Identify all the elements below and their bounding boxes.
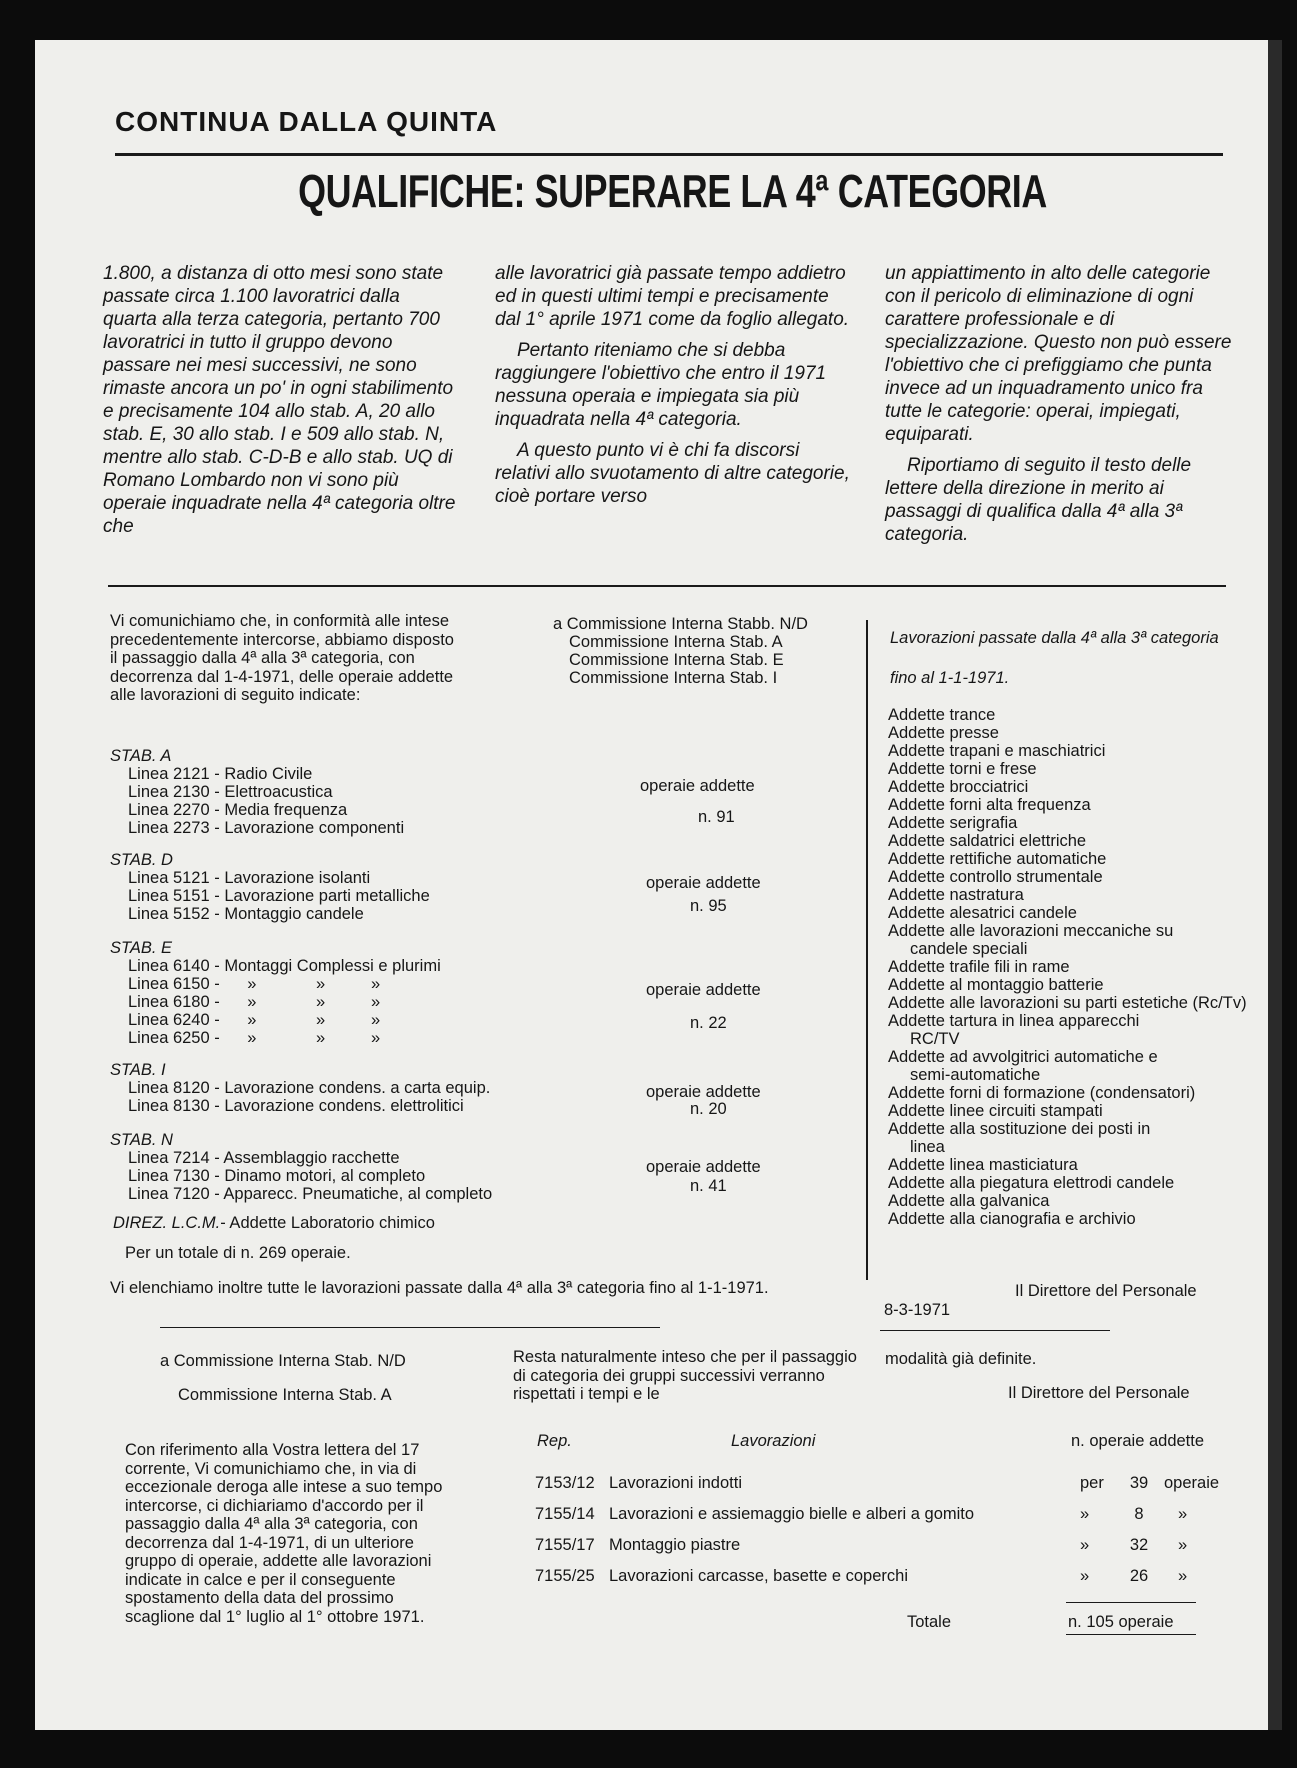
num-cell: 39: [1129, 1474, 1149, 1492]
table-row: [535, 1468, 1225, 1499]
addette-item: Addette rettifiche automatiche: [888, 850, 1107, 868]
direz-line: [113, 1214, 435, 1232]
total-rule: [1066, 1602, 1196, 1603]
linea-item: Linea 5152 - Montaggio candele: [128, 905, 364, 923]
linea-item: Linea 6250 - » » »: [128, 1029, 381, 1047]
stab-d-label: operaie addette: [646, 874, 761, 892]
letter-1-recipients: [553, 615, 808, 687]
lav-cell: Lavorazioni indotti: [609, 1474, 742, 1492]
letter-2-signature: Il Direttore del Personale: [1008, 1384, 1190, 1402]
article-col-2: [495, 262, 850, 508]
total-value: n. 105 operaie: [1068, 1613, 1174, 1631]
addette-item: Addette alla cianografia e archivio: [888, 1210, 1136, 1228]
letter-2-note-text: Resta naturalmente inteso che per il passaggio di categoria dei gruppi successivi verranno rispettati i tempi e le: [513, 1348, 857, 1403]
table-row: [535, 1561, 1225, 1592]
post-cell: »: [1178, 1536, 1188, 1554]
addette-item: semi-automatiche: [910, 1066, 1041, 1084]
linea-item: Linea 5121 - Lavorazione isolanti: [128, 869, 371, 887]
lav-cell: Montaggio piastre: [609, 1536, 741, 1554]
letter-2-note-end: modalità già definite.: [885, 1350, 1037, 1368]
lav-cell: Lavorazioni carcasse, basette e coperchi: [609, 1567, 908, 1585]
column-rule: [866, 620, 868, 1280]
stab-i-count: n. 20: [690, 1100, 727, 1118]
stab-i-block: [110, 1061, 490, 1115]
direz-label: DIREZ. L.C.M.: [113, 1214, 221, 1232]
addette-title: [890, 618, 1235, 698]
letter-1-signature: Il Direttore del Personale: [1015, 1282, 1197, 1300]
article-col-1: [103, 262, 458, 538]
separator-rule: [880, 1330, 1110, 1331]
linea-item: Linea 8130 - Lavorazione condens. elettrolitici: [128, 1097, 464, 1115]
total-label: Totale: [907, 1613, 952, 1631]
kicker: CONTINUA DALLA QUINTA: [115, 106, 498, 137]
linea-item: Linea 2270 - Media frequenza: [128, 801, 348, 819]
addette-item: Addette linea masticiatura: [888, 1156, 1078, 1174]
linea-item: Linea 7120 - Apparecc. Pneumatiche, al completo: [128, 1185, 493, 1203]
addette-item: Addette controllo strumentale: [888, 868, 1103, 886]
letter-2-note: [513, 1348, 858, 1404]
total-rule: [1066, 1634, 1196, 1635]
recipient: a Commissione Interna Stab. N/D: [160, 1352, 406, 1370]
separator-rule: [160, 1327, 660, 1328]
stab-d-count: n. 95: [690, 897, 727, 915]
addette-item: Addette nastratura: [888, 886, 1024, 904]
linea-item: Linea 6240 - » » »: [128, 1011, 381, 1029]
addette-item: Addette tartura in linea apparecchi: [888, 1012, 1140, 1030]
article-col-2-p3: A questo punto vi è chi fa discorsi relativi allo svuotamento di altre categorie, cioè portare verso: [495, 440, 850, 507]
stab-e-block: [110, 939, 441, 1047]
stab-n-block: [110, 1131, 492, 1203]
recipient: Commissione Interna Stab. A: [569, 633, 783, 651]
addette-list: [888, 706, 1247, 1228]
addette-item: Addette alle lavorazioni su parti estetiche (Rc/Tv): [888, 994, 1247, 1012]
addette-item: Addette alle lavorazioni meccaniche su: [888, 922, 1174, 940]
addette-item: Addette alla galvanica: [888, 1192, 1050, 1210]
recipient: Commissione Interna Stab. A: [178, 1386, 392, 1404]
linea-item: Linea 6150 - » » »: [128, 975, 381, 993]
addette-item: Addette ad avvolgitrici automatiche e: [888, 1048, 1158, 1066]
post-cell: operaie: [1164, 1474, 1220, 1492]
article-col-3: [885, 262, 1240, 546]
addette-item: Addette brocciatrici: [888, 778, 1029, 796]
table-header-rep: Rep.: [537, 1432, 572, 1450]
linea-item: Linea 6180 - » » »: [128, 993, 381, 1011]
recipient: Commissione Interna Stab. E: [569, 651, 784, 669]
addette-item: linea: [910, 1138, 945, 1156]
stab-a-label: operaie addette: [640, 777, 755, 795]
stab-n-count: n. 41: [690, 1177, 727, 1195]
direz-text: - Addette Laboratorio chimico: [220, 1214, 435, 1232]
linea-item: Linea 2121 - Radio Civile: [128, 765, 313, 783]
rep-cell: 7155/17: [535, 1536, 595, 1554]
post-cell: »: [1178, 1567, 1188, 1585]
pre-cell: »: [1080, 1567, 1090, 1585]
letter-1-closing-text: Vi elenchiamo inoltre tutte le lavorazioni passate dalla 4ª alla 3ª categoria fino al 1-1-1971.: [110, 1279, 769, 1297]
linea-item: Linea 5151 - Lavorazione parti metalliche: [128, 887, 430, 905]
table-row: [535, 1530, 1225, 1561]
addette-item: Addette alla sostituzione dei posti in: [888, 1120, 1151, 1138]
letter-2-body: [125, 1441, 460, 1626]
linea-item: Linea 7214 - Assemblaggio racchette: [128, 1149, 400, 1167]
linea-item: Linea 2130 - Elettroacustica: [128, 783, 333, 801]
addette-item: Addette alla piegatura elettrodi candele: [888, 1174, 1175, 1192]
recipient: Commissione Interna Stab. I: [569, 669, 778, 687]
stab-title: STAB. A: [110, 747, 172, 765]
letter-2-recipients: [160, 1344, 406, 1412]
num-cell: 8: [1134, 1505, 1144, 1523]
article-col-3-p1: un appiattimento in alto delle categorie con il pericolo di eliminazione di ogni carattere professionale e di specializzazione. Questo non può essere l'obiettivo che ci prefiggiamo che punta invece ad un inquadramento unico fra tutte le categorie: operai, impiegati, equiparati.: [885, 263, 1232, 445]
addette-item: Addette trapani e maschiatrici: [888, 742, 1106, 760]
stab-e-label: operaie addette: [646, 981, 761, 999]
addette-item: Addette linee circuiti stampati: [888, 1102, 1103, 1120]
addette-item: Addette trance: [888, 706, 996, 724]
addette-item: Addette trafile fili in rame: [888, 958, 1070, 976]
letter-2-body-text: Con riferimento alla Vostra lettera del 17 corrente, Vi comunichiamo che, in via di eccezionale deroga alle intese a suo tempo intercorse, ci dichiariamo d'accordo per il passaggio dalla 4ª alla 3ª categoria, con decorrenza dal 1-4-1971, di un ulteriore gruppo di operaie, addette alle lavorazioni indicate in calce e per il conseguente spostamento della data del prossimo scaglione dal 1° luglio al 1° ottobre 1971.: [125, 1441, 443, 1626]
addette-item: Addette forni di formazione (condensatori): [888, 1084, 1196, 1102]
rep-cell: 7155/14: [535, 1505, 595, 1523]
letter-1-intro: [110, 612, 460, 705]
page-edge: [1268, 40, 1282, 1730]
stab-title: STAB. D: [110, 851, 173, 869]
rep-cell: 7153/12: [535, 1474, 595, 1492]
rep-cell: 7155/25: [535, 1567, 595, 1585]
stab-d-block: [110, 851, 430, 923]
stab-i-label: operaie addette: [646, 1083, 761, 1101]
recipient: a Commissione Interna Stabb. N/D: [553, 615, 808, 633]
table-header-lavorazioni: Lavorazioni: [731, 1432, 816, 1450]
addette-item: Addette torni e frese: [888, 760, 1037, 778]
addette-title-text: Lavorazioni passate dalla 4ª alla 3ª categoria fino al 1-1-1971.: [890, 629, 1219, 687]
table-row: [535, 1499, 1225, 1530]
pre-cell: »: [1080, 1505, 1090, 1523]
article-col-2-p2: Pertanto riteniamo che si debba raggiungere l'obiettivo che entro il 1971 nessuna operaia e impiegata sia più inquadrata nella 4ª categoria.: [495, 340, 827, 430]
letter-1-date: 8-3-1971: [884, 1301, 951, 1319]
addette-item: Addette al montaggio batterie: [888, 976, 1104, 994]
addette-item: Addette serigrafia: [888, 814, 1018, 832]
addette-item: RC/TV: [910, 1030, 960, 1048]
kicker-rule: [115, 153, 1223, 156]
stab-a-block: [110, 747, 404, 837]
addette-item: Addette presse: [888, 724, 999, 742]
linea-item: Linea 7130 - Dinamo motori, al completo: [128, 1167, 426, 1185]
num-cell: 32: [1129, 1536, 1149, 1554]
article-col-1-text: 1.800, a distanza di otto mesi sono state passate circa 1.100 lavoratrici dalla quarta alla terza categoria, pertanto 700 lavoratrici in tutto il gruppo devono passare nei mesi successivi, ne sono rimaste ancora un po' in ogni stabilimento e precisamente 104 allo stab. A, 20 allo stab. E, 30 allo stab. I e 509 allo stab. N, mentre allo stab. C-D-B e allo stab. UQ di Romano Lombardo non vi sono più operaie inquadrate nella 4ª categoria oltre che: [103, 263, 456, 537]
table-header-count: n. operaie addette: [1071, 1432, 1205, 1450]
letter-1-total: Per un totale di n. 269 operaie.: [125, 1244, 351, 1262]
article-col-3-p2: Riportiamo di seguito il testo delle lettere della direzione in merito ai passaggi di qualifica dalla 4ª alla 3ª categoria.: [885, 455, 1192, 545]
post-cell: »: [1178, 1505, 1188, 1523]
headline: QUALIFICHE: SUPERARE LA 4ª CATEGORIA: [298, 165, 1047, 217]
linea-item: Linea 6140 - Montaggi Complessi e plurimi: [128, 957, 441, 975]
addette-item: Addette alesatrici candele: [888, 904, 1077, 922]
letter-1-closing: [110, 1279, 980, 1298]
letter-1-intro-text: Vi comunichiamo che, in conformità alle intese precedentemente intercorse, abbiamo disposto il passaggio dalla 4ª alla 3ª categoria, con decorrenza dal 1-4-1971, delle operaie addette alle lavorazioni di seguito indicate:: [110, 612, 454, 704]
pre-cell: per: [1080, 1474, 1104, 1492]
addette-item: candele speciali: [910, 940, 1028, 958]
stab-e-count: n. 22: [690, 1014, 727, 1032]
lav-cell: Lavorazioni e assiemaggio bielle e alberi a gomito: [609, 1505, 975, 1523]
pre-cell: »: [1080, 1536, 1090, 1554]
addette-item: Addette forni alta frequenza: [888, 796, 1091, 814]
stab-title: STAB. N: [110, 1131, 173, 1149]
addette-item: Addette saldatrici elettriche: [888, 832, 1087, 850]
stab-title: STAB. E: [110, 939, 173, 957]
stab-n-label: operaie addette: [646, 1158, 761, 1176]
article-col-2-p1: alle lavoratrici già passate tempo addietro ed in questi ultimi tempi e precisamente dal 1° aprile 1971 come da foglio allegato.: [495, 263, 850, 330]
stab-title: STAB. I: [110, 1061, 166, 1079]
linea-item: Linea 8120 - Lavorazione condens. a carta equip.: [128, 1079, 491, 1097]
linea-item: Linea 2273 - Lavorazione componenti: [128, 819, 405, 837]
num-cell: 26: [1129, 1567, 1149, 1585]
lavorazioni-table: [535, 1468, 1225, 1592]
stab-a-count: n. 91: [698, 808, 735, 826]
article-rule: [108, 585, 1226, 587]
